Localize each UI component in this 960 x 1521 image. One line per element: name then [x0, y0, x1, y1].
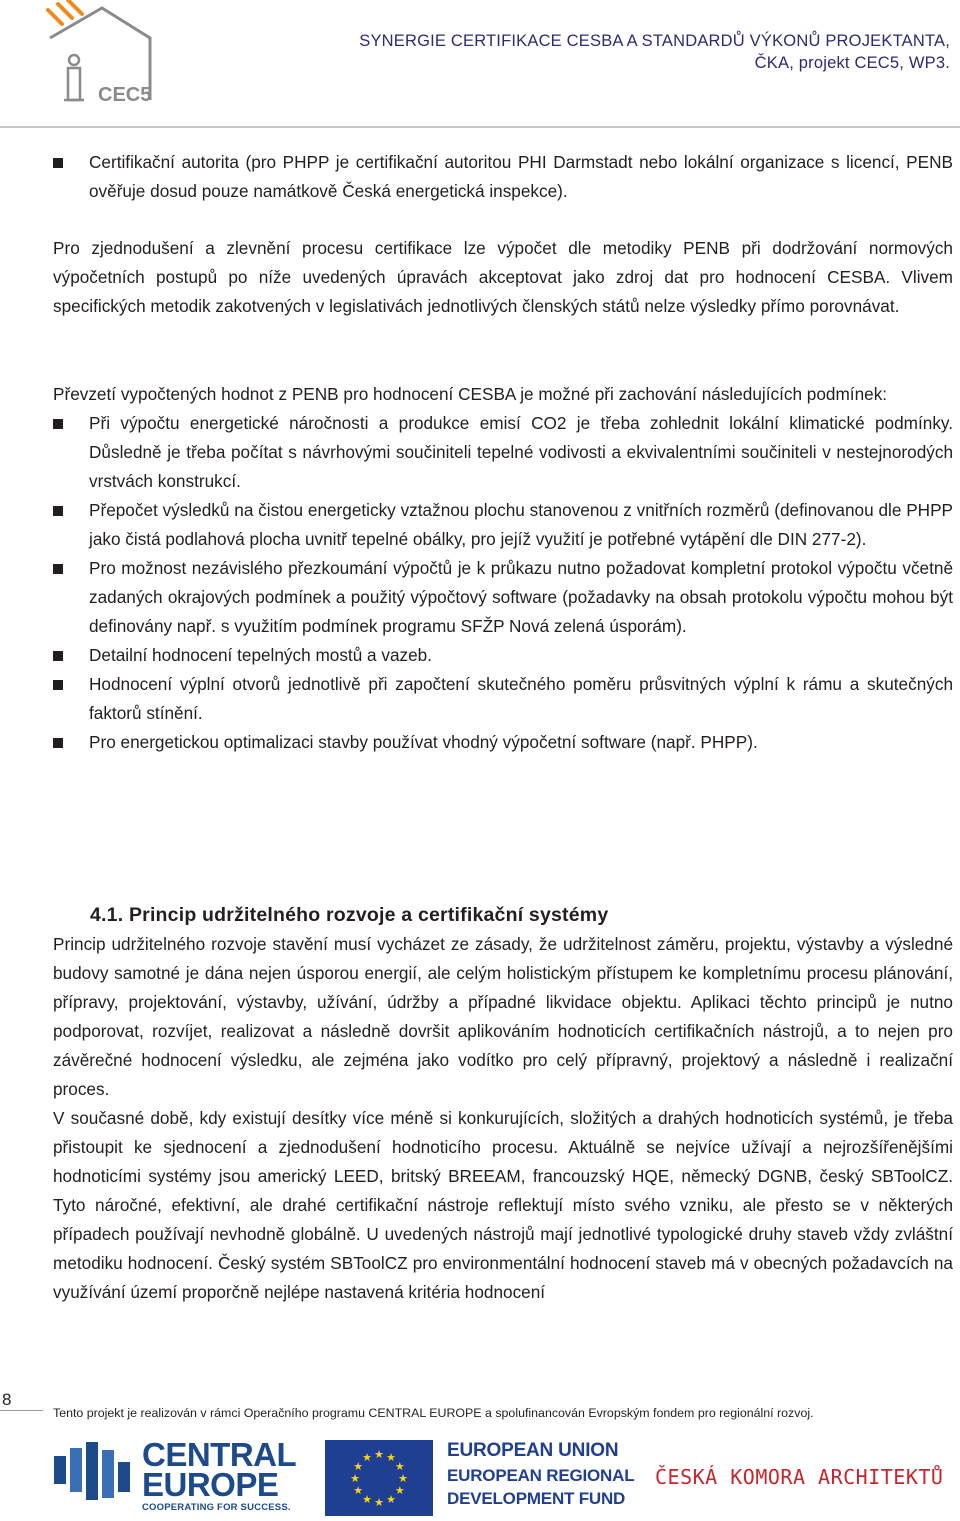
paragraph-text: Pro zjednodušení a zlevnění procesu certifikace lze výpočet dle metodiky PENB při dodržování normových výpočetních postupů po níže uvedených úpravách akceptovat jako zdroj dat pro hodnocení CESBA. Vlivem specifických metodik zakotvených v legislativách jednotlivých členských států nelze výsledky přímo porovnávat. — [53, 238, 953, 316]
header-title — [230, 30, 950, 74]
eu-star-icon: ★ — [386, 1493, 396, 1506]
condition-item: Přepočet výsledků na čistou energeticky vztažnou plochu stanovenou z vnitřních rozměrů (definovanou dle PHPP jako čistá podlahová plocha uvnitř tepelné obálky, pro jejíž využití je potřebné vytápění dle DIN 277-2). — [53, 496, 953, 554]
central-europe-line-1: CENTRAL — [142, 1436, 297, 1473]
paragraph-text: V současné době, kdy existují desítky více méně si konkurujících, složitých a drahých hodnoticích systémů, je třeba přistoupit ke sjednocení a zjednodušení hodnoticího procesu. Aktuálně se nejvíce užívají a nejrozšířenějšími hodnoticími systémy jsou americký LEED, britský BREEAM, francouzský HQE, německý DGNB, český SBToolCZ. Tyto náročné, efektivní, ale drahé certifikační nástroje reflektují místo svého vzniku, ale přesto se v některých případech používají nevhodně globálně. U uvedených nástrojů mají jednotlivé typologické druhy staveb vždy zvláštní metodiku hodnocení. Český systém SBToolCZ pro environmentální hodnocení staveb má v obecných požadavcích na využívání území proporčně nejlépe nastavená kritéria hodnocení — [53, 1108, 953, 1302]
eu-star-icon: ★ — [353, 1461, 364, 1473]
cec5-logo — [40, 0, 160, 108]
central-europe-mark-icon — [52, 1442, 138, 1518]
header-divider — [0, 126, 960, 128]
page-number: 8 — [2, 1390, 12, 1409]
condition-item: Pro možnost nezávislého přezkoumání výpočtů je k průkazu nutno požadovat kompletní protokol výpočtu včetně zadaných okrajových podmínek a použitý výpočtový software (požadavky na obsah protokolu výpočtu mohou být definovány např. s využitím podmínek programu SFŽP Nová zelená úsporám). — [53, 554, 953, 641]
footer-note: Tento projekt je realizován v rámci Operačního programu CENTRAL EUROPE a spolufinancován Evropským fondem pro regionální rozvoj. — [53, 1406, 814, 1420]
eu-star-icon: ★ — [386, 1452, 396, 1465]
eu-logo — [325, 1440, 635, 1518]
eu-line-3: DEVELOPMENT FUND — [447, 1489, 626, 1508]
central-europe-tagline: COOPERATING FOR SUCCESS. — [142, 1502, 291, 1513]
condition-item: Detailní hodnocení tepelných mostů a vazeb. — [53, 641, 953, 670]
condition-item: Pro energetickou optimalizaci stavby používat vhodný výpočetní software (např. PHPP). — [53, 728, 953, 757]
condition-item: Hodnocení výplní otvorů jednotlivě při započtení skutečného poměru průsvitných výplní k rámu a skutečných faktorů stínění. — [53, 670, 953, 728]
eu-flag-icon — [325, 1440, 433, 1516]
eu-star-icon: ★ — [394, 1485, 405, 1497]
header-title-line-1: SYNERGIE CERTIFIKACE CESBA A STANDARDŮ VÝKONŮ PROJEKTANTA, — [359, 32, 950, 50]
paragraph-text: Převzetí vypočtených hodnot z PENB pro hodnocení CESBA je možné při zachování následujících podmínek: — [53, 384, 888, 404]
eu-line-1: EUROPEAN UNION — [447, 1440, 619, 1461]
eu-star-icon: ★ — [353, 1485, 364, 1497]
footer-divider — [0, 1410, 43, 1411]
cka-logo-text: ČESKÁ KOMORA ARCHITEKTŮ — [655, 1465, 944, 1489]
paragraph-text: Princip udržitelného rozvoje stavění musí vycházet ze zásady, že udržitelnost záměru, projektu, výstavby a výsledné budovy samotné je dána nejen úsporou energií, ale celým holistickým přístupem ke kompletnímu procesu plánování, přípravy, projektování, výstavby, užívání, údržby a případné likvidace objektu. Aplikaci těchto principů je nutno podporovat, rozvíjet, realizovat a následně dovršit aplikováním hodnoticích certifikačních nástrojů, a to nejen pro závěrečné hodnocení výsledku, ale zejména jako vodítko pro celý přípravný, projektový a následně i realizační proces. — [53, 934, 953, 1099]
eu-star-icon: ★ — [362, 1452, 372, 1465]
eu-line-2: EUROPEAN REGIONAL — [447, 1466, 635, 1485]
header-title-line-2: ČKA, projekt CEC5, WP3. — [754, 54, 950, 72]
bullet-text: Certifikační autorita (pro PHPP je certifikační autoritou PHI Darmstadt nebo lokální organizace s licencí, PENB ověřuje dosud pouze namátkově Česká energetická inspekce). — [53, 148, 953, 206]
eu-star-icon: ★ — [362, 1493, 372, 1506]
bullet-certification-authority — [53, 148, 953, 206]
condition-item: Při výpočtu energetické náročnosti a produkce emisí CO2 je třeba zohlednit lokální klimatické podmínky. Důsledně je třeba počítat s návrhovými součiniteli tepelné vodivosti a ekvivalentními součiniteli v nestejnorodých vrstvách konstrukcí. — [53, 409, 953, 496]
paragraph-conditions — [53, 380, 953, 757]
eu-star-icon: ★ — [394, 1461, 405, 1473]
paragraph-simplification — [53, 234, 953, 321]
eu-star-icon: ★ — [350, 1473, 360, 1485]
eu-star-icon: ★ — [374, 1449, 384, 1461]
eu-star-icon: ★ — [374, 1497, 384, 1509]
central-europe-line-2: EUROPE — [142, 1466, 279, 1503]
section-heading: 4.1. Princip udržitelného rozvoje a certifikační systémy — [90, 904, 609, 926]
logo-text: CEC5 — [98, 84, 152, 106]
eu-star-icon: ★ — [398, 1473, 408, 1485]
paragraph-principle — [53, 930, 953, 1307]
central-europe-logo — [52, 1436, 302, 1518]
